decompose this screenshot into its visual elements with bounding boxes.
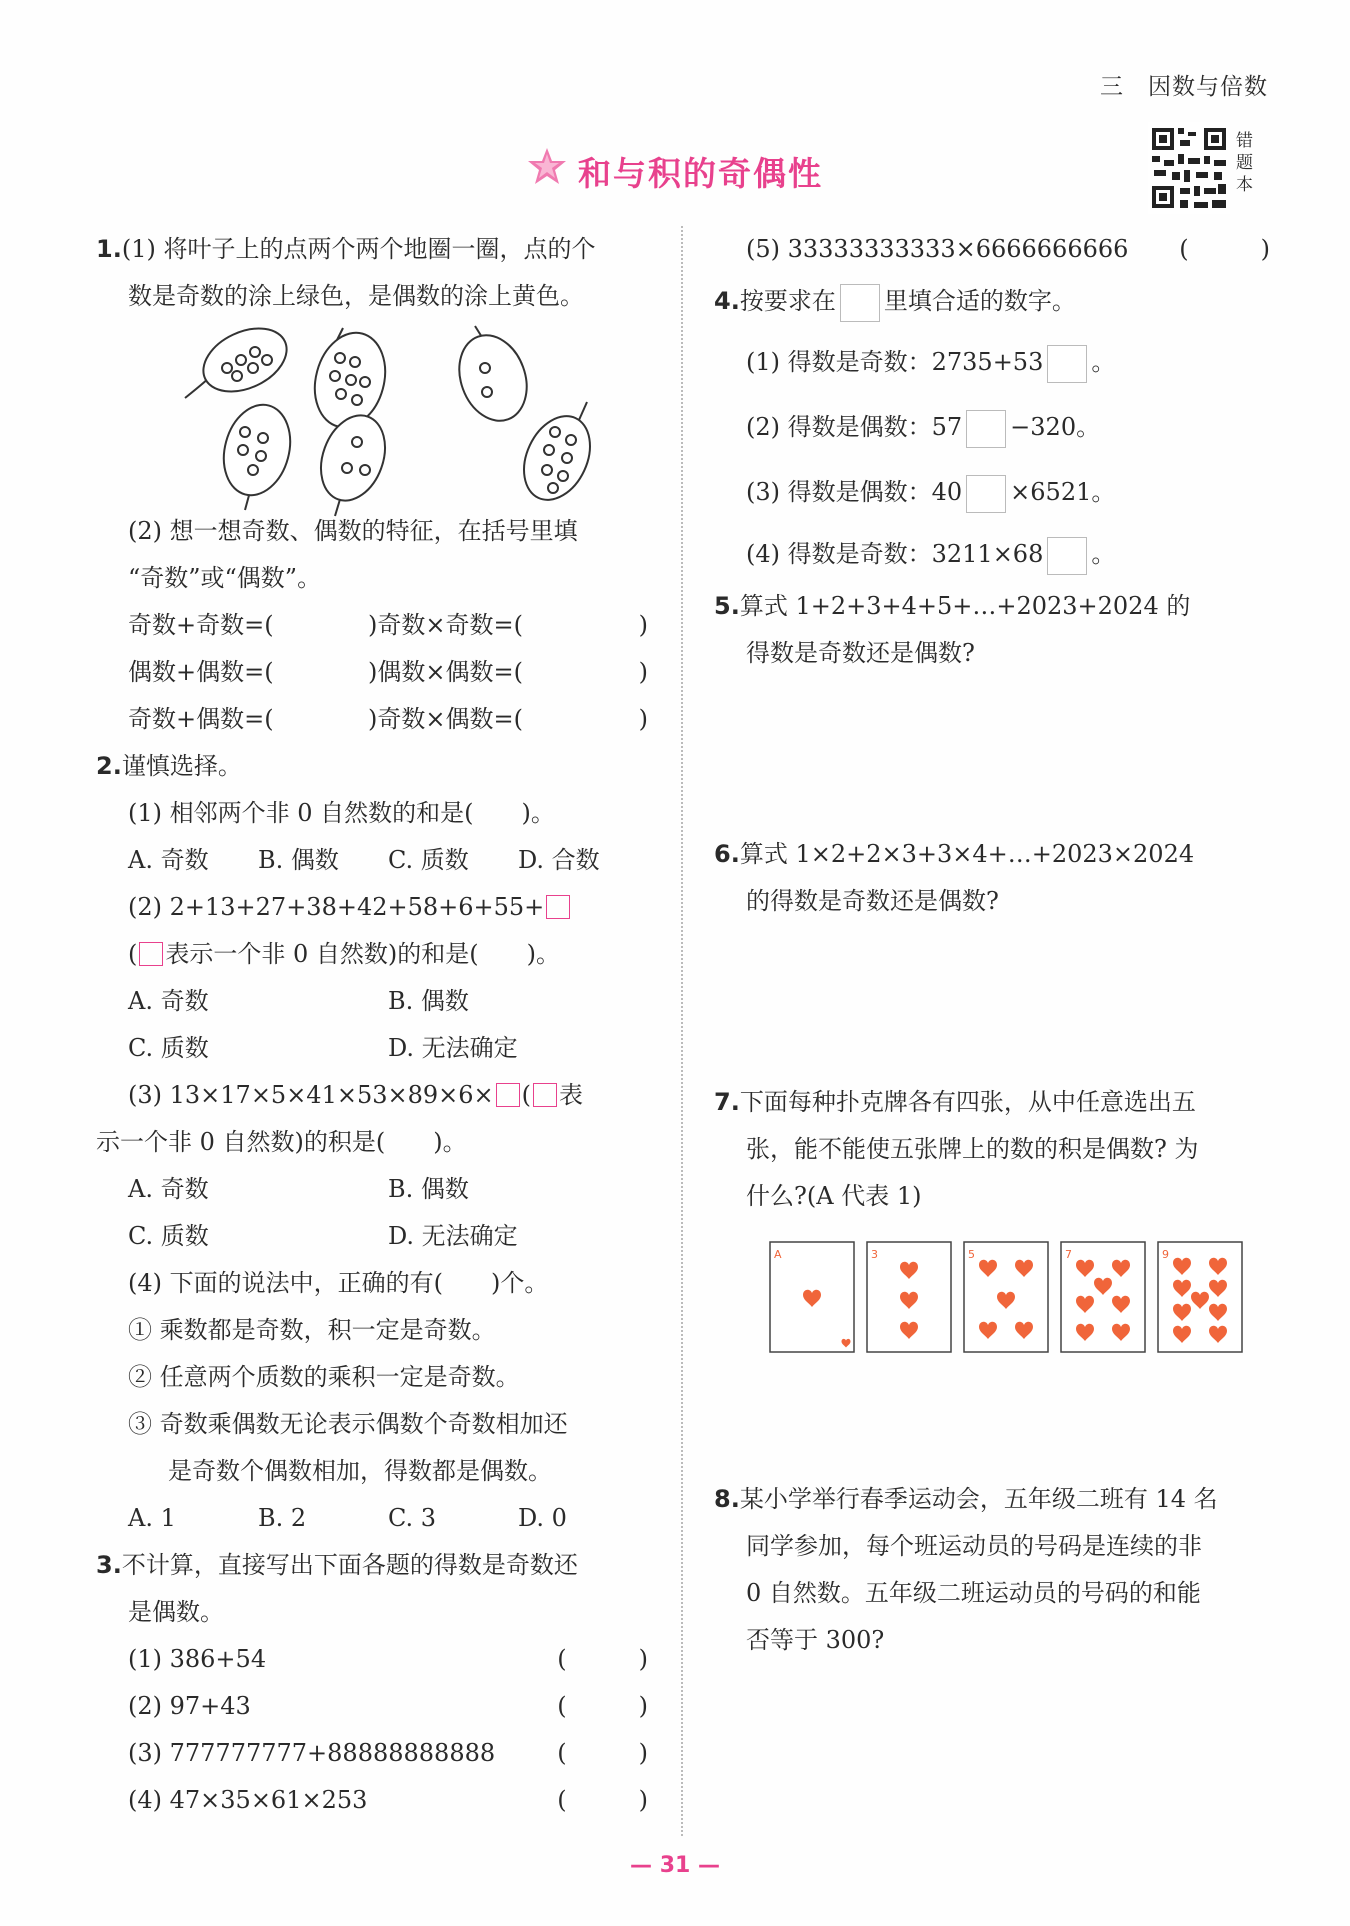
- q2-part3-options-ab: [96, 1166, 648, 1213]
- q6-number: 6.: [714, 840, 740, 868]
- card-nine-hearts[interactable]: [1158, 1242, 1242, 1352]
- q1-part1-line1: (1) 将叶子上的点两个两个地圈一圈，点的个: [121, 235, 596, 263]
- q2-p3-stem-start: 表: [559, 1081, 583, 1109]
- q3-item5-expr: (5) 33333333333×6666666666: [746, 235, 1129, 263]
- q1-row1-b[interactable]: )奇数×奇数=(: [368, 611, 523, 639]
- q1-row3-a: 奇数+偶数=(: [128, 705, 274, 733]
- q1-row2-c[interactable]: ): [638, 658, 648, 686]
- q2-part2-options-cd: [96, 1025, 648, 1072]
- q2-p2-stem[interactable]: 表示一个非 0 自然数)的和是( )。: [165, 940, 560, 968]
- leaf-illustration: [175, 320, 615, 520]
- q3-item2-expr: (2) 97+43: [128, 1692, 251, 1720]
- q2-p3-option-d[interactable]: D. 无法确定: [388, 1222, 518, 1250]
- qr-code-block[interactable]: [1148, 122, 1266, 214]
- q4-item1-end: 。: [1091, 348, 1116, 376]
- q2-p3-option-a[interactable]: A. 奇数: [128, 1175, 209, 1203]
- q3-item1-answer[interactable]: ( ): [557, 1645, 648, 1673]
- q5-number: 5.: [714, 592, 740, 620]
- pink-square-icon: [496, 1083, 520, 1107]
- q4-stem: [714, 273, 1270, 330]
- q1-row-2: [96, 649, 648, 696]
- q1-row1-c[interactable]: ): [638, 611, 648, 639]
- leaf-icon[interactable]: [214, 397, 300, 510]
- card-2-corner-label: 3: [871, 1248, 878, 1261]
- q6-answer-space[interactable]: [714, 925, 1270, 1079]
- q2-p4-option-b[interactable]: B. 2: [258, 1504, 307, 1532]
- card-three-hearts[interactable]: [867, 1242, 951, 1352]
- q2-part3-line1: [96, 1072, 648, 1119]
- q2-p1-option-a[interactable]: A. 奇数: [128, 846, 209, 874]
- q3-item4-answer[interactable]: ( ): [557, 1786, 648, 1814]
- q4-item3-text: (3) 得数是偶数：40: [746, 478, 963, 506]
- leaf-icon[interactable]: [185, 320, 297, 404]
- leaf-icon[interactable]: [448, 326, 538, 431]
- page-number: — 31 —: [630, 1853, 720, 1878]
- q4-item4-text: (4) 得数是奇数：3211×68: [746, 540, 1044, 568]
- q3-item3-answer[interactable]: ( ): [557, 1739, 648, 1767]
- q4-item1-text: (1) 得数是奇数：2735+53: [746, 348, 1044, 376]
- q2-p4-statement-2: ② 任意两个质数的乘积一定是奇数。: [128, 1363, 520, 1391]
- q2-p2-option-c[interactable]: C. 质数: [128, 1034, 209, 1062]
- q3-item-4: [96, 1777, 648, 1824]
- q6-line1: 算式 1×2+2×3+3×4+…+2023×2024: [739, 840, 1195, 868]
- q2-p4-statement-3: ③ 奇数乘偶数无论表示偶数个奇数相加还: [128, 1410, 568, 1438]
- q1-part2-line2: “奇数”或“偶数”。: [128, 564, 322, 592]
- card-5-corner-label: 9: [1162, 1248, 1169, 1261]
- q2-part4-options: [96, 1495, 648, 1542]
- q3-item-3: [96, 1730, 648, 1777]
- q1-row-1: [96, 602, 648, 649]
- q2-p2-option-b[interactable]: B. 偶数: [388, 987, 469, 1015]
- q2-p4-option-c[interactable]: C. 3: [388, 1504, 437, 1532]
- q2-part3-line2[interactable]: 示一个非 0 自然数)的积是( )。: [96, 1128, 467, 1156]
- q4-item-4: [714, 525, 1270, 583]
- leaf-icon[interactable]: [511, 402, 603, 511]
- pink-square-icon: [139, 942, 163, 966]
- q1-row2-b[interactable]: )偶数×偶数=(: [368, 658, 523, 686]
- q2-p2-option-d[interactable]: D. 无法确定: [388, 1034, 518, 1062]
- q4-item2-end: −320。: [1010, 413, 1101, 441]
- q2-p4-option-a[interactable]: A. 1: [128, 1504, 176, 1532]
- q4-item4-box[interactable]: [1047, 537, 1087, 575]
- q4-item1-box[interactable]: [1047, 345, 1087, 383]
- q3-item1-expr: (1) 386+54: [128, 1645, 267, 1673]
- pink-square-icon: [533, 1083, 557, 1107]
- card-3-corner-label: 5: [968, 1248, 975, 1261]
- q5-answer-space[interactable]: [714, 677, 1270, 831]
- qr-code-icon: [1148, 122, 1230, 214]
- q2-p2-paren-open: (: [128, 940, 138, 968]
- page-title: 和与积的奇偶性: [578, 154, 823, 193]
- q4-item-1: [714, 330, 1270, 395]
- q3-item-2: [96, 1683, 648, 1730]
- playing-cards: [768, 1240, 1248, 1358]
- q2-p4-statement-1: ① 乘数都是奇数，积一定是奇数。: [128, 1316, 496, 1344]
- q1-row3-b[interactable]: )奇数×偶数=(: [368, 705, 523, 733]
- q2-p3-option-c[interactable]: C. 质数: [128, 1222, 209, 1250]
- leaf-icon[interactable]: [310, 406, 396, 516]
- right-column: [714, 226, 1270, 1664]
- qr-label: 错题本: [1236, 131, 1253, 195]
- q2-p3-paren-open: (: [521, 1081, 531, 1109]
- q3-item-1: [96, 1636, 648, 1683]
- q4-number: 4.: [714, 287, 740, 315]
- q3-stem-line2: 是偶数。: [128, 1598, 224, 1626]
- q1-row-3: [96, 696, 648, 743]
- q1-row2-a: 偶数+偶数=(: [128, 658, 274, 686]
- q4-item2-text: (2) 得数是偶数：57: [746, 413, 963, 441]
- q4-item3-end: ×6521。: [1010, 478, 1116, 506]
- q4-stem-a: 按要求在: [739, 287, 836, 315]
- q7-line2: 张，能不能使五张牌上的数的积是偶数? 为: [746, 1135, 1199, 1163]
- q4-stem-b: 里填合适的数字。: [883, 287, 1076, 315]
- q2-p2-expression: (2) 2+13+27+38+42+58+6+55+: [128, 893, 545, 921]
- q2-part1[interactable]: (1) 相邻两个非 0 自然数的和是( )。: [128, 799, 555, 827]
- q2-p2-option-a[interactable]: A. 奇数: [128, 987, 209, 1015]
- q1-part1-line2: 数是奇数的涂上绿色，是偶数的涂上黄色。: [128, 282, 584, 310]
- q4-item2-box[interactable]: [966, 410, 1006, 448]
- q2-part3-options-cd: [96, 1213, 648, 1260]
- q2-p1-option-b[interactable]: B. 偶数: [258, 846, 339, 874]
- star-icon: [525, 146, 569, 188]
- q2-p4-statement-3-cont: 是奇数个偶数相加，得数都是偶数。: [168, 1457, 552, 1485]
- q3-item-5: [714, 226, 1270, 273]
- q4-item3-box[interactable]: [966, 475, 1006, 513]
- answer-box-sample: [840, 284, 880, 322]
- q2-p4-option-d[interactable]: D. 0: [518, 1504, 567, 1532]
- card-4-corner-label: 7: [1065, 1248, 1072, 1261]
- card-seven-hearts[interactable]: [1061, 1242, 1145, 1352]
- q4-item-2: [714, 395, 1270, 460]
- q3-item5-answer[interactable]: ( ): [1179, 235, 1270, 263]
- q2-part2-line1: [96, 884, 648, 931]
- card-five-hearts[interactable]: [964, 1242, 1048, 1352]
- q4-item4-end: 。: [1091, 540, 1116, 568]
- q2-p1-option-c[interactable]: C. 质数: [388, 846, 469, 874]
- pink-square-icon: [546, 895, 570, 919]
- q7-number: 7.: [714, 1088, 740, 1116]
- q2-part2-options-ab: [96, 978, 648, 1025]
- q1-part2-line1: (2) 想一想奇数、偶数的特征，在括号里填: [128, 517, 578, 545]
- q3-item4-expr: (4) 47×35×61×253: [128, 1786, 368, 1814]
- q2-p3-expression: (3) 13×17×5×41×53×89×6×: [128, 1081, 494, 1109]
- q5-line2: 得数是奇数还是偶数?: [746, 639, 975, 667]
- q1-row3-c[interactable]: ): [638, 705, 648, 733]
- card-ace-hearts[interactable]: [770, 1242, 854, 1352]
- q8-line3: 0 自然数。五年级二班运动员的号码的和能: [746, 1579, 1201, 1607]
- q2-part2-line2: [96, 931, 648, 978]
- q2-part4[interactable]: (4) 下面的说法中，正确的有( )个。: [128, 1269, 549, 1297]
- q8-line2: 同学参加，每个班运动员的号码是连续的非: [746, 1532, 1202, 1560]
- q6-line2: 的得数是奇数还是偶数?: [746, 887, 999, 915]
- q5-line1: 算式 1+2+3+4+5+…+2023+2024 的: [739, 592, 1191, 620]
- q1-number: 1.: [96, 235, 122, 263]
- q2-stem: 谨慎选择。: [121, 752, 242, 780]
- q7-line1: 下面每种扑克牌各有四张，从中任意选出五: [739, 1088, 1196, 1116]
- q4-item-3: [714, 460, 1270, 525]
- q1-row1-a: 奇数+奇数=(: [128, 611, 274, 639]
- q2-p1-option-d[interactable]: D. 合数: [518, 846, 600, 874]
- q3-item2-answer[interactable]: ( ): [557, 1692, 648, 1720]
- column-divider: [681, 226, 683, 1836]
- chapter-header: 三 因数与倍数: [1100, 74, 1268, 100]
- q2-number: 2.: [96, 752, 122, 780]
- q8-number: 8.: [714, 1485, 740, 1513]
- q2-p3-option-b[interactable]: B. 偶数: [388, 1175, 469, 1203]
- q7-line3: 什么?(A 代表 1): [746, 1182, 922, 1210]
- q2-part1-options: [96, 837, 648, 884]
- q3-stem-line1: 不计算，直接写出下面各题的得数是奇数还: [121, 1551, 578, 1579]
- q3-item3-expr: (3) 777777777+88888888888: [128, 1739, 496, 1767]
- q8-line4: 否等于 300?: [746, 1626, 885, 1654]
- card-1-corner-label: A: [774, 1248, 782, 1261]
- q8-line1: 某小学举行春季运动会，五年级二班有 14 名: [739, 1485, 1218, 1513]
- q3-number: 3.: [96, 1551, 122, 1579]
